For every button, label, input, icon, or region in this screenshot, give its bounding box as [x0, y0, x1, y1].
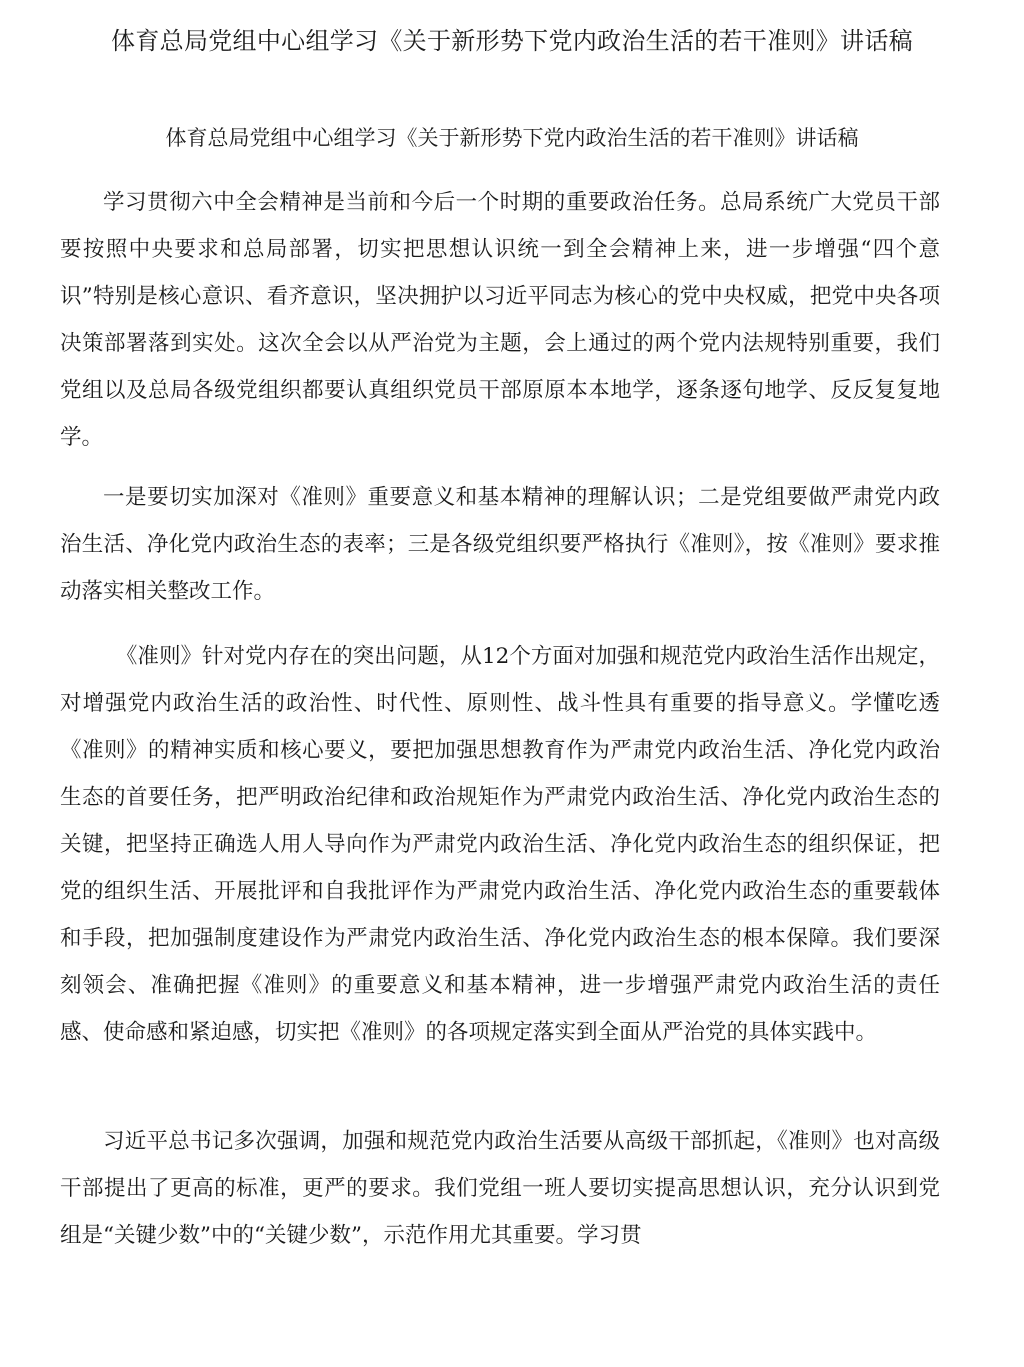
- paragraph-1: 学习贯彻六中全会精神是当前和今后一个时期的重要政治任务。总局系统广大党员干部要按照中央要求和总局部署，切实把思想认识统一到全会精神上来，进一步增强“四个意识”特别是核心意识、看齐意识，坚决拥护以习近平同志为核心的党中央权威，把党中央各项决策部署落到实处。这次全会以从严治党为主题，会上通过的两个党内法规特别重要，我们党组以及总局各级党组织都要认真组织党员干部原原本本地学，逐条逐句地学、反反复复地学。: [60, 190, 940, 450]
- page-header-title: 体育总局党组中心组学习《关于新形势下党内政治生活的若干准则》讲话稿: [111, 27, 913, 55]
- paragraph-3: 《准则》针对党内存在的突出问题，从12个方面对加强和规范党内政治生活作出规定，对增强党内政治生活的政治性、时代性、原则性、战斗性具有重要的指导意义。学懂吃透《准则》的精神实质和核心要义，要把加强思想教育作为严肃党内政治生活、净化党内政治生态的首要任务，把严明政治纪律和政治规矩作为严肃党内政治生活、净化党内政治生态的关键，把坚持正确选人用人导向作为严肃党内政治生活、净化党内政治生态的组织保证，把党的组织生活、开展批评和自我批评作为严肃党内政治生活、净化党内政治生态的重要载体和手段，把加强制度建设作为严肃党内政治生活、净化党内政治生态的根本保障。我们要深刻领会、准确把握《准则》的重要意义和基本精神，进一步增强严肃党内政治生活的责任感、使命感和紧迫感，切实把《准则》的各项规定落实到全面从严治党的具体实践中。: [60, 644, 940, 1045]
- paragraph-2: 一是要切实加深对《准则》重要意义和基本精神的理解认识；二是党组要做严肃党内政治生活、净化党内政治生态的表率；三是各级党组织要严格执行《准则》，按《准则》要求推动落实相关整改工作。: [60, 485, 940, 604]
- paragraph-4: 习近平总书记多次强调，加强和规范党内政治生活要从高级干部抓起，《准则》也对高级干部提出了更高的标准，更严的要求。我们党组一班人要切实提高思想认识，充分认识到党组是“关键少数”中的“关键少数”，示范作用尤其重要。学习贯: [60, 1129, 940, 1248]
- document-title: 体育总局党组中心组学习《关于新形势下党内政治生活的若干准则》讲话稿: [165, 126, 859, 150]
